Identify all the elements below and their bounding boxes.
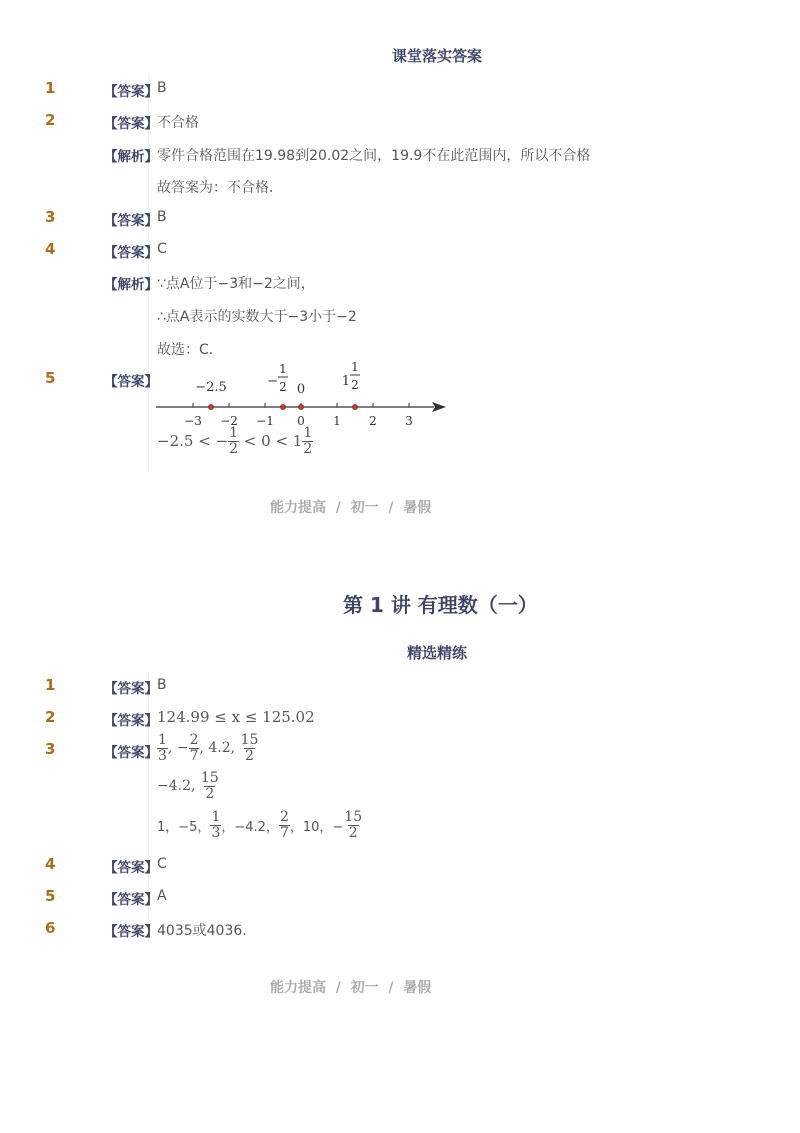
question-number: 4 [45, 240, 56, 258]
fraction [279, 810, 290, 840]
numerator: 1 [211, 809, 221, 825]
denominator: 7 [279, 824, 289, 841]
answer-tag: 【答案】 [104, 713, 158, 729]
point-label: 0 [296, 382, 306, 397]
point-label-denominator: 2 [351, 378, 359, 392]
section-title: 课堂落实答案 [392, 47, 483, 65]
question-number: 2 [45, 708, 56, 726]
analysis-tag: 【解析】 [104, 277, 158, 293]
section-title: 精选精练 [407, 644, 468, 662]
fraction [200, 771, 220, 801]
answer-tag: 【答案】 [104, 892, 158, 908]
number-line-point [352, 404, 357, 409]
answer-text: C [157, 856, 167, 872]
answer-math: 124.99 ≤ x ≤ 125.02 [157, 708, 315, 726]
inequality-part: −2.5 < − [157, 432, 229, 451]
page-footer: 能力提高 / 初一 / 暑假 [270, 500, 432, 516]
answer-math-line [157, 810, 363, 840]
number-line-tick-label: 3 [405, 414, 413, 428]
denominator: 3 [211, 824, 221, 841]
point-label-sign: − [267, 374, 278, 389]
answer-tag: 【答案】 [104, 860, 158, 876]
answer-text: B [157, 209, 167, 225]
point-label-numerator: 1 [351, 360, 359, 374]
value: −4.2, [157, 778, 200, 795]
number-line-arrow [432, 402, 446, 412]
fraction [210, 810, 221, 840]
question-number: 6 [45, 919, 56, 937]
analysis-text: 故答案为：不合格． [157, 180, 283, 196]
question-number: 1 [45, 676, 56, 694]
question-number: 5 [45, 887, 56, 905]
inequality [157, 426, 313, 456]
denominator: 3 [158, 747, 167, 764]
denominator: 2 [229, 440, 239, 457]
answer-tag: 【答案】 [104, 745, 158, 761]
number-line-tick-label: −2 [220, 414, 238, 428]
value: ，10，− [289, 819, 344, 835]
answer-tag: 【答案】 [104, 681, 158, 697]
numerator: 15 [240, 732, 259, 748]
question-number: 4 [45, 855, 56, 873]
answer-text: B [157, 80, 167, 96]
numerator: 2 [189, 732, 199, 748]
number-line-tick-label: −3 [184, 414, 202, 428]
analysis-text: 零件合格范围在19.98到20.02之间，19.9不在此范围内，所以不合格 [157, 148, 591, 164]
number-line-tick-label: −1 [256, 414, 274, 428]
fraction [189, 733, 200, 763]
numerator: 1 [303, 425, 313, 441]
point-label-whole: 1 [341, 374, 350, 389]
answer-math-line [157, 733, 259, 763]
denominator: 2 [205, 785, 215, 802]
separator: , − [167, 740, 189, 757]
number-line-tick-label: 0 [297, 414, 305, 428]
fraction [302, 426, 313, 456]
question-number: 5 [45, 369, 56, 387]
answer-text: 不合格 [157, 115, 199, 131]
number-line-tick-label: 2 [369, 414, 377, 428]
fraction [157, 733, 168, 763]
answer-tag: 【答案】 [104, 84, 158, 100]
analysis-text: ∴点A表示的实数大于−3小于−2 [157, 309, 357, 325]
answer-tag: 【答案】 [104, 116, 158, 132]
lecture-title: 第 1 讲 有理数（一） [343, 593, 538, 617]
question-number: 2 [45, 111, 56, 129]
answer-tag: 【答案】 [104, 374, 158, 390]
numerator: 15 [200, 770, 219, 786]
point-label-denominator: 2 [279, 380, 287, 394]
question-number: 3 [45, 208, 56, 226]
denominator: 2 [303, 440, 313, 457]
analysis-tag: 【解析】 [104, 149, 158, 165]
question-number: 1 [45, 79, 56, 97]
answer-tag: 【答案】 [104, 213, 158, 229]
answer-text: 4035或4036． [157, 923, 257, 939]
value: 1，−5， [157, 819, 211, 835]
denominator: 7 [189, 747, 199, 764]
value: ，−4.2， [221, 819, 279, 835]
separator: , 4.2, [199, 740, 240, 757]
number-line [150, 355, 460, 435]
numerator: 2 [279, 809, 289, 825]
number-line-point [298, 404, 303, 409]
number-line-point [208, 404, 213, 409]
number-line-point [280, 404, 285, 409]
fraction [343, 810, 363, 840]
fraction [240, 733, 260, 763]
answer-text: B [157, 677, 167, 693]
answer-text: A [157, 888, 167, 904]
point-label-numerator: 1 [279, 362, 287, 376]
answer-math-line [157, 771, 220, 801]
analysis-text: 故选：C． [157, 342, 223, 358]
numerator: 1 [158, 732, 167, 748]
question-number: 3 [45, 740, 56, 758]
answer-tag: 【答案】 [104, 245, 158, 261]
denominator: 2 [245, 747, 254, 764]
page-footer: 能力提高 / 初一 / 暑假 [270, 980, 432, 996]
inequality-part: < 0 < 1 [239, 432, 303, 451]
analysis-text: ∵点A位于−3和−2之间， [157, 276, 315, 292]
answer-tag: 【答案】 [104, 924, 158, 940]
number-line-tick-label: 1 [333, 414, 341, 428]
numerator: 15 [344, 809, 363, 825]
denominator: 2 [348, 824, 358, 841]
fraction [228, 426, 239, 456]
point-label: −2.5 [195, 380, 227, 395]
answer-text: C [157, 241, 167, 257]
numerator: 1 [229, 425, 239, 441]
